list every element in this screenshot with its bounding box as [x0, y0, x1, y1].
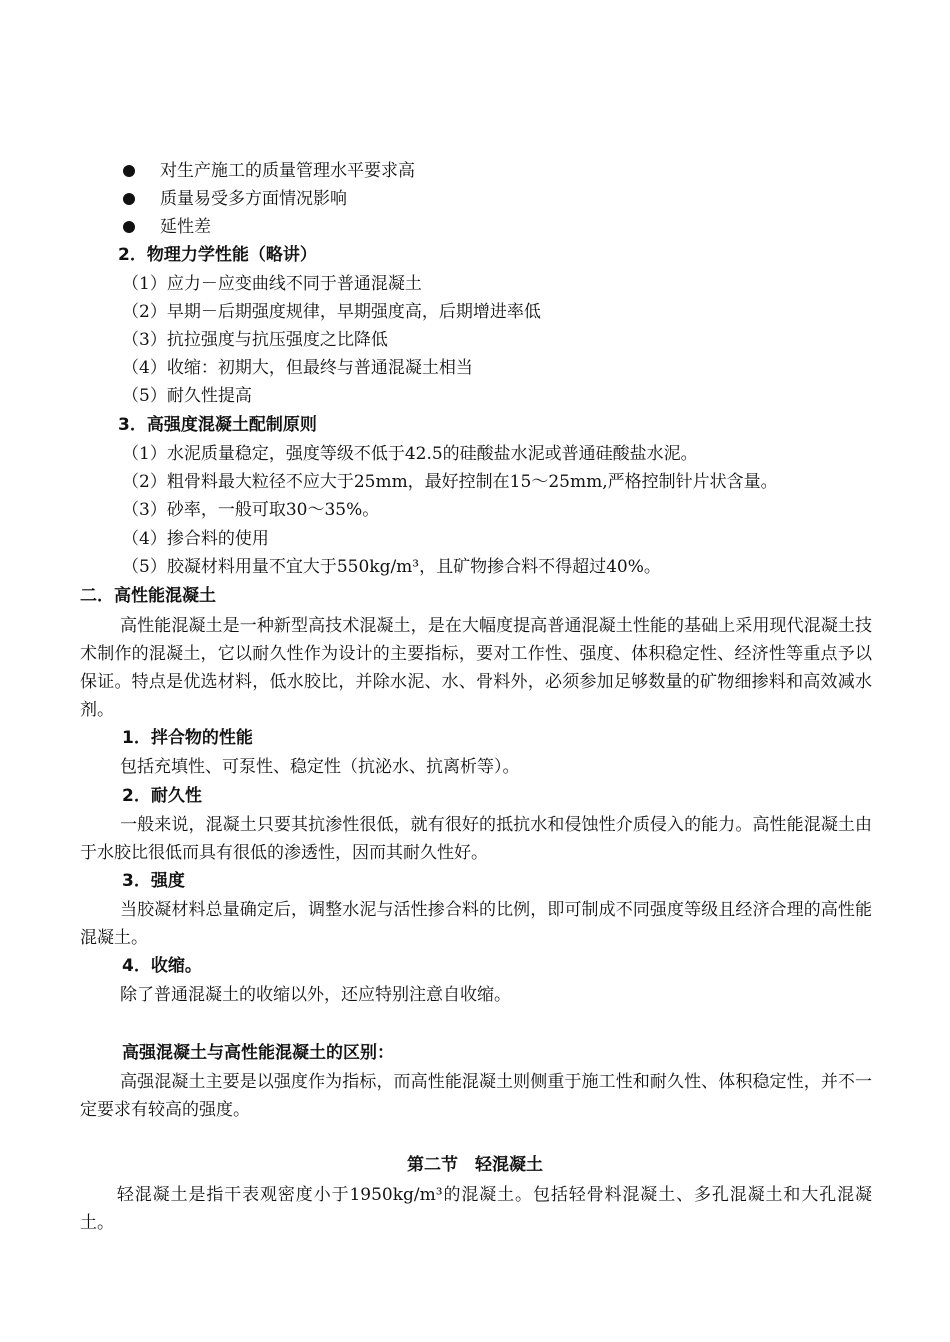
list-item: （4）掺合料的使用	[122, 529, 269, 549]
chapter-heading: 二．高性能混凝土	[80, 586, 216, 606]
list-item: （1）水泥质量稳定，强度等级不低于42.5的硅酸盐水泥或普通硅酸盐水泥。	[122, 444, 698, 464]
difference-heading: 高强混凝土与高性能混凝土的区别：	[122, 1043, 394, 1063]
subsection-text: 包括充填性、可泵性、稳定性（抗泌水、抗离析等）。	[120, 757, 520, 777]
subsection-paragraph	[80, 811, 872, 867]
difference-paragraph	[80, 1068, 872, 1124]
subsection-text: 一般来说，混凝土只要其抗渗性很低，就有很好的抵抗水和侵蚀性介质侵入的能力。高性能混凝土由于水胶比很低而具有很低的渗透性，因而其耐久性好。	[80, 815, 872, 863]
list-item: （1）应力－应变曲线不同于普通混凝土	[122, 274, 422, 294]
difference-text: 高强混凝土主要是以强度作为指标，而高性能混凝土则侧重于施工性和耐久性、体积稳定性，并不一定要求有较高的强度。	[80, 1072, 872, 1120]
list-item: （5）耐久性提高	[122, 386, 252, 406]
section-paragraph	[80, 1181, 872, 1237]
bullet-icon	[123, 193, 135, 205]
list-item: （3）抗拉强度与抗压强度之比降低	[122, 330, 388, 350]
section-title: 第二节 轻混凝土	[407, 1155, 543, 1175]
list-item: （3）砂率，一般可取30～35%。	[122, 500, 380, 520]
bullet-item: 对生产施工的质量管理水平要求高	[160, 161, 415, 181]
bullet-icon	[123, 221, 135, 233]
list-item: （5）胶凝材料用量不宜大于550kg/m³，且矿物掺合料不得超过40%。	[122, 557, 661, 577]
bullet-icon	[123, 165, 135, 177]
subsection-heading: 4．收缩。	[122, 956, 202, 976]
subsection-heading: 1．拌合物的性能	[122, 728, 253, 748]
subsection-heading: 2．耐久性	[122, 786, 202, 806]
subsection-heading: 3．强度	[122, 871, 185, 891]
section-heading: 3．高强度混凝土配制原则	[118, 415, 317, 435]
intro-text: 高性能混凝土是一种新型高技术混凝土，是在大幅度提高普通混凝土性能的基础上采用现代混凝土技术制作的混凝土，它以耐久性作为设计的主要指标，要对工作性、强度、体积稳定性、经济性等重点予以保证。特点是优选材料，低水胶比，并除水泥、水、骨料外，必须参加足够数量的矿物细掺料和高效减水剂。	[80, 616, 872, 720]
list-item: （2）粗骨料最大粒径不应大于25mm，最好控制在15～25mm,严格控制针片状含量。	[122, 472, 778, 492]
intro-paragraph	[80, 612, 872, 724]
section-text: 轻混凝土是指干表观密度小于1950kg/m³的混凝土。包括轻骨料混凝土、多孔混凝土和大孔混凝土。	[80, 1185, 872, 1233]
subsection-paragraph	[80, 896, 872, 952]
section-heading: 2．物理力学性能（略讲）	[118, 245, 317, 265]
bullet-item: 质量易受多方面情况影响	[160, 189, 347, 209]
subsection-text: 除了普通混凝土的收缩以外，还应特别注意自收缩。	[120, 985, 511, 1005]
list-item: （4）收缩：初期大，但最终与普通混凝土相当	[122, 358, 473, 378]
subsection-text: 当胶凝材料总量确定后，调整水泥与活性掺合料的比例，即可制成不同强度等级且经济合理的高性能混凝土。	[80, 900, 872, 948]
bullet-item: 延性差	[160, 217, 211, 237]
list-item: （2）早期－后期强度规律，早期强度高，后期增进率低	[122, 302, 541, 322]
